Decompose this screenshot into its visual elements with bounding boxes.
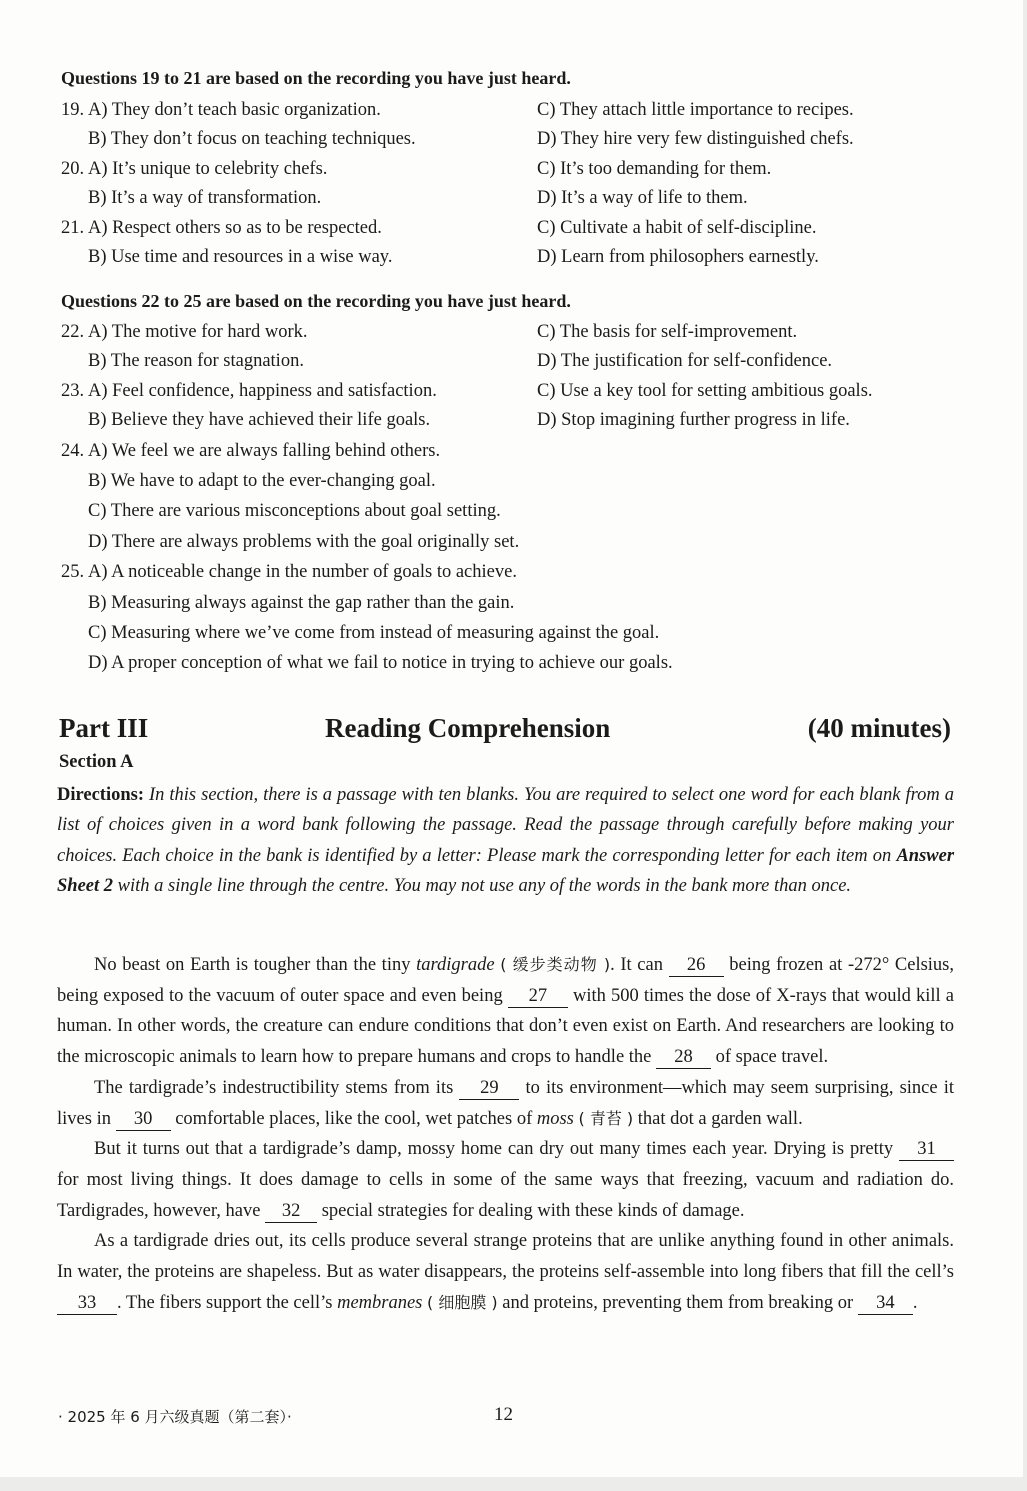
question-21-row-1 (61, 214, 961, 243)
page-edge (1023, 0, 1027, 1491)
text: with 500 times the dose of X-rays that would kill a human. In other words, the creature can endure conditions that don’t even exist on Earth. And researchers are looking to the microscopic animals to learn how to prepare humans and crops to handle the (57, 985, 954, 1068)
gloss: ( 缓步类动物 ) (500, 955, 611, 974)
question-24-row-b (61, 466, 961, 496)
option-d: D) There are always problems with the goal originally set. (88, 531, 520, 552)
text: to its environment—which may seem surprising, since it lives in (57, 1077, 954, 1129)
question-25-row-d (61, 648, 961, 678)
q22-25-block (61, 318, 961, 679)
q22-25-heading: Questions 22 to 25 are based on the recording you have just heard. (61, 291, 571, 311)
paragraph-4 (57, 1226, 954, 1318)
blank-34: 34 (858, 1293, 913, 1315)
directions-text-1: In this section, there is a passage with ten blanks. You are required to select one word for each blank from a list of choices given in a word bank following the passage. Read the passage through carefully before making your choices. Each choice in the bank is identified by a letter: Please mark the corresponding letter for each item on (57, 785, 955, 866)
question-25-row-b (61, 588, 961, 618)
option-c: C) There are various misconceptions about goal setting. (88, 501, 501, 522)
question-24-row-a (61, 436, 961, 466)
question-25-row-c (61, 618, 961, 648)
option-b: B) It’s a way of transformation. (88, 188, 322, 209)
question-number: 19. (61, 100, 85, 120)
option-b: B) They don’t focus on teaching techniques. (88, 129, 416, 150)
text: But it turns out that a tardigrade’s damp, mossy home can dry out many times each year. Drying is pretty (94, 1139, 894, 1160)
question-23-row-1 (61, 377, 961, 406)
blank-33: 33 (57, 1293, 117, 1315)
text: . The fibers support the cell’s (117, 1292, 333, 1313)
question-number: 24. (61, 440, 85, 461)
term-moss: moss (536, 1108, 574, 1129)
question-20-row-2 (61, 184, 961, 213)
paragraph-3 (57, 1134, 954, 1226)
term-membranes: membranes (337, 1292, 423, 1313)
paragraph-1 (57, 950, 954, 1073)
text: As a tardigrade dries out, its cells produce several strange proteins that are unlike anything found in other animals. In water, the proteins are shapeless. But as water disappears, the proteins self-assemble into long fibers that fill the cell’s (57, 1231, 954, 1283)
option-a: A) Feel confidence, happiness and satisfaction. (88, 380, 437, 401)
option-b: B) Measuring always against the gap rather than the gain. (88, 592, 515, 613)
option-b: B) Believe they have achieved their life goals. (88, 410, 431, 431)
text: No beast on Earth is tougher than the tiny (94, 955, 411, 975)
blank-32: 32 (265, 1201, 317, 1223)
option-b: B) We have to adapt to the ever-changing goal. (88, 470, 436, 491)
answer-sheet-label: Answer Sheet 2 (57, 845, 955, 897)
gloss: ( 青苔 ) (578, 1108, 634, 1128)
q19-21-heading: Questions 19 to 21 are based on the recording you have just heard. (61, 68, 571, 88)
option-c: C) The basis for self-improvement. (537, 322, 798, 342)
term-tardigrade: tardigrade (416, 955, 495, 975)
page-number: 12 (494, 1404, 513, 1425)
part-label: Part III (59, 713, 149, 743)
question-number: 25. (61, 562, 85, 583)
question-25-row-a (61, 557, 961, 587)
question-22-row-1 (61, 318, 961, 347)
option-d: D) Stop imagining further progress in life. (537, 410, 850, 431)
option-c: C) It’s too demanding for them. (537, 158, 772, 179)
option-d: D) A proper conception of what we fail to notice in trying to achieve our goals. (88, 653, 673, 674)
question-24-row-c (61, 496, 961, 526)
option-c: C) They attach little importance to recipes. (537, 100, 854, 120)
question-number: 20. (61, 158, 85, 179)
option-c: C) Cultivate a habit of self-discipline. (537, 217, 817, 238)
directions-text-2: with a single line through the centre. You may not use any of the words in the bank more than once. (117, 876, 852, 897)
reading-passage (57, 950, 954, 1318)
question-23-row-2 (61, 406, 961, 435)
question-number: 21. (61, 217, 85, 238)
blank-31: 31 (899, 1139, 954, 1161)
text: . (912, 1292, 918, 1313)
option-a: A) They don’t teach basic organization. (88, 100, 381, 120)
directions (57, 780, 954, 902)
text: The tardigrade’s indestructibility stems from its (94, 1077, 454, 1098)
text: comfortable places, like the cool, wet patches of (175, 1108, 533, 1129)
blank-27: 27 (508, 986, 568, 1008)
directions-label: Directions: (57, 785, 144, 805)
option-a: A) The motive for hard work. (88, 322, 308, 342)
question-19-row-2 (61, 125, 961, 154)
question-19-row-1 (61, 96, 961, 125)
option-b: B) Use time and resources in a wise way. (88, 246, 393, 267)
question-21-row-2 (61, 243, 961, 272)
option-d: D) Learn from philosophers earnestly. (537, 246, 819, 267)
option-a: A) It’s unique to celebrity chefs. (88, 158, 328, 179)
part-title: Reading Comprehension (325, 713, 611, 743)
question-24-row-d (61, 527, 961, 557)
text: that dot a garden wall. (637, 1108, 803, 1129)
option-d: D) The justification for self-confidence. (537, 351, 833, 372)
option-a: A) We feel we are always falling behind others. (88, 440, 441, 461)
blank-26: 26 (669, 955, 724, 977)
text: special strategies for dealing with these kinds of damage. (321, 1200, 745, 1221)
part-time: (40 minutes) (807, 713, 951, 743)
section-heading: Section A (59, 752, 134, 772)
q19-21-block (61, 96, 961, 272)
option-a: A) A noticeable change in the number of goals to achieve. (88, 562, 517, 583)
text: and proteins, preventing them from breaking or (502, 1292, 854, 1313)
text: for most living things. It does damage to cells in some of the same ways that freezing, vacuum and radiation do. Tardigrades, however, have (57, 1169, 954, 1221)
footer-exam-title: · 2025 年 6 月六级真题（第二套）· (58, 1408, 292, 1426)
page-bottom-edge (0, 1477, 1027, 1491)
option-c: C) Use a key tool for setting ambitious goals. (537, 380, 873, 401)
question-number: 23. (61, 380, 85, 401)
text: . It can (610, 955, 663, 975)
paragraph-2 (57, 1073, 954, 1134)
blank-28: 28 (656, 1047, 711, 1069)
text: being frozen at -272° Celsius, being exposed to the vacuum of outer space and even being (57, 955, 955, 1006)
question-22-row-2 (61, 347, 961, 376)
blank-29: 29 (459, 1078, 519, 1100)
option-c: C) Measuring where we’ve come from instead of measuring against the goal. (88, 622, 660, 643)
option-d: D) They hire very few distinguished chefs. (537, 129, 854, 150)
option-b: B) The reason for stagnation. (88, 351, 304, 372)
question-number: 22. (61, 322, 85, 342)
question-20-row-1 (61, 155, 961, 184)
option-d: D) It’s a way of life to them. (537, 188, 748, 209)
gloss: ( 细胞膜 ) (427, 1292, 498, 1312)
option-a: A) Respect others so as to be respected. (88, 217, 382, 238)
blank-30: 30 (116, 1109, 171, 1131)
part-heading (59, 713, 951, 749)
text: of space travel. (715, 1047, 829, 1068)
